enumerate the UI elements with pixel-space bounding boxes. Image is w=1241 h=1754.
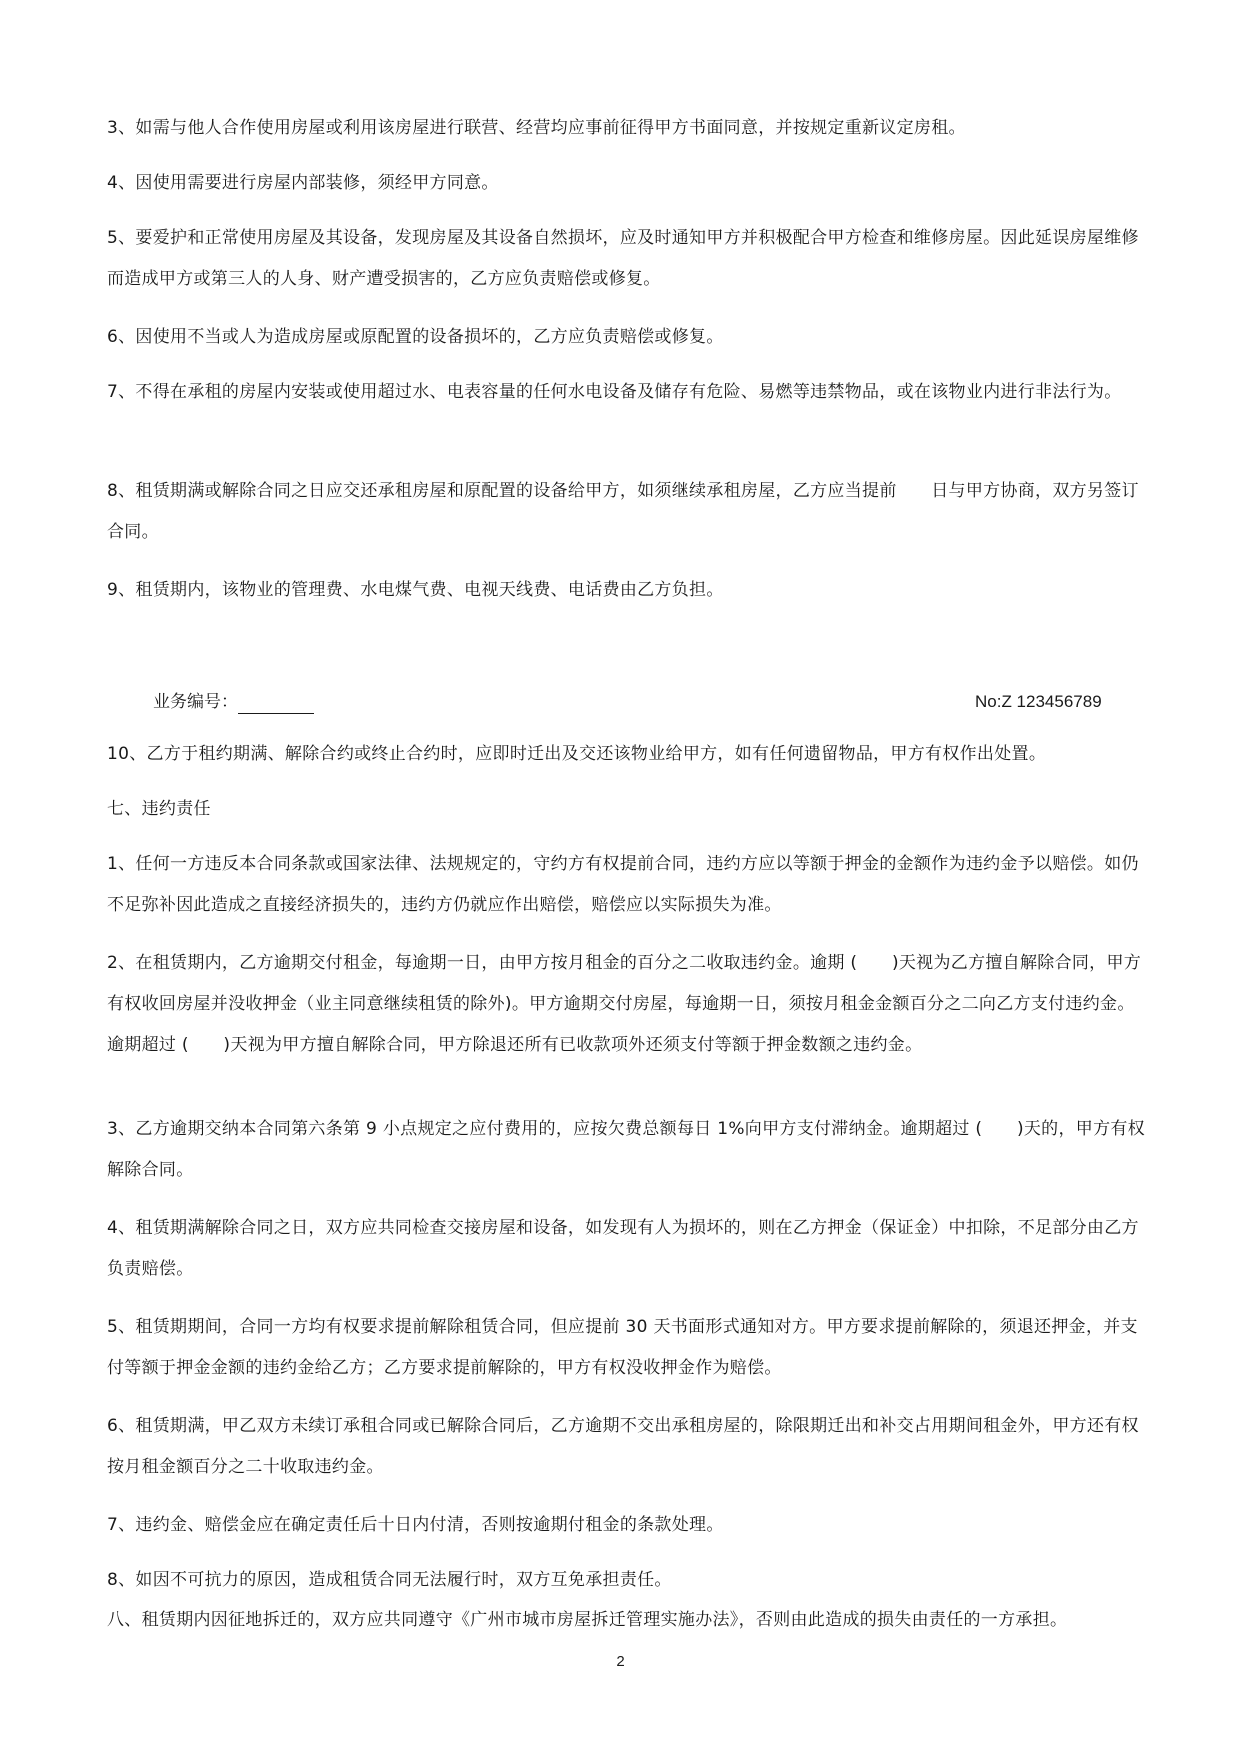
- clause-6-damage: 6、因使用不当或人为造成房屋或原配置的设备损坏的，乙方应负责赔偿或修复。: [107, 327, 724, 347]
- clause-5-maintenance: 5、要爱护和正常使用房屋及其设备，发现房屋及其设备自然损坏，应及时通知甲方并积极配合甲方检查和维修房屋。因此延误房屋维修而造成甲方或第三人的人身、财产遭受损害的，乙方应负责赔偿或修复。: [107, 228, 1139, 289]
- breach-clause-1: 1、任何一方违反本合同条款或国家法律、法规规定的，守约方有权提前合同，违约方应以等额于押金的金额作为违约金予以赔偿。如仍不足弥补因此造成之直接经济损失的，违约方仍就应作出赔偿，赔偿应以实际损失为准。: [107, 854, 1139, 915]
- breach-clause-4: 4、租赁期满解除合同之日，双方应共同检查交接房屋和设备，如发现有人为损坏的，则在乙方押金（保证金）中扣除，不足部分由乙方负责赔偿。: [107, 1218, 1139, 1279]
- section-7-heading: 七、违约责任: [107, 799, 211, 819]
- page-number: 2: [616, 1653, 625, 1670]
- breach-clause-7: 7、违约金、赔偿金应在确定责任后十日内付清，否则按逾期付租金的条款处理。: [107, 1515, 724, 1535]
- breach-clause-2: 2、在租赁期内，乙方逾期交付租金，每逾期一日，由甲方按月租金的百分之二收取违约金。逾期 ( )天视为乙方擅自解除合同，甲方有权收回房屋并没收押金（业主同意继续租赁的除外)。甲方逾期交付房屋，每逾期一日，须按月租金金额百分之二向乙方支付违约金。逾期超过 ( )天视为甲方擅自解除合同，甲方除退还所有已收款项外还须支付等额于押金数额之违约金。: [107, 953, 1142, 1055]
- breach-clause-8: 8、如因不可抗力的原因，造成租赁合同无法履行时，双方互免承担责任。: [107, 1570, 672, 1590]
- breach-clause-5: 5、租赁期期间，合同一方均有权要求提前解除租赁合同，但应提前 30 天书面形式通知对方。甲方要求提前解除的，须退还押金，并支付等额于押金金额的违约金给乙方；乙方要求提前解除的，甲方有权没收押金作为赔偿。: [107, 1317, 1138, 1378]
- clause-3-cooperation: 3、如需与他人合作使用房屋或利用该房屋进行联营、经营均应事前征得甲方书面同意，并按规定重新议定房租。: [107, 118, 966, 138]
- clause-8-return: 8、租赁期满或解除合同之日应交还承租房屋和原配置的设备给甲方，如须继续承租房屋，乙方应当提前 日与甲方协商，双方另签订合同。: [107, 481, 1139, 542]
- breach-clause-3: 3、乙方逾期交纳本合同第六条第 9 小点规定之应付费用的，应按欠费总额每日 1%向甲方支付滞纳金。逾期超过 ( )天的，甲方有权解除合同。: [107, 1119, 1145, 1180]
- section-8-demolition: 八、租赁期内因征地拆迁的，双方应共同遵守《广州市城市房屋拆迁管理实施办法》，否则由此造成的损失由责任的一方承担。: [107, 1610, 1068, 1630]
- clause-9-fees: 9、租赁期内，该物业的管理费、水电煤气费、电视天线费、电话费由乙方负担。: [107, 580, 724, 600]
- clause-10-vacate: 10、乙方于租约期满、解除合约或终止合约时，应即时迁出及交还该物业给甲方，如有任何遗留物品，甲方有权作出处置。: [107, 744, 1047, 764]
- business-number: [153, 690, 314, 714]
- breach-clause-6: 6、租赁期满，甲乙双方未续订承租合同或已解除合同后，乙方逾期不交出承租房屋的，除限期迁出和补交占用期间租金外，甲方还有权按月租金额百分之二十收取违约金。: [107, 1416, 1139, 1477]
- business-number-label: 业务编号：: [153, 692, 238, 712]
- document-number: No:Z 123456789: [975, 692, 1102, 711]
- clause-4-renovation: 4、因使用需要进行房屋内部装修，须经甲方同意。: [107, 173, 499, 193]
- business-number-blank: [238, 695, 314, 714]
- clause-7-prohibited: 7、不得在承租的房屋内安装或使用超过水、电表容量的任何水电设备及储存有危险、易燃等违禁物品，或在该物业内进行非法行为。: [107, 382, 1122, 402]
